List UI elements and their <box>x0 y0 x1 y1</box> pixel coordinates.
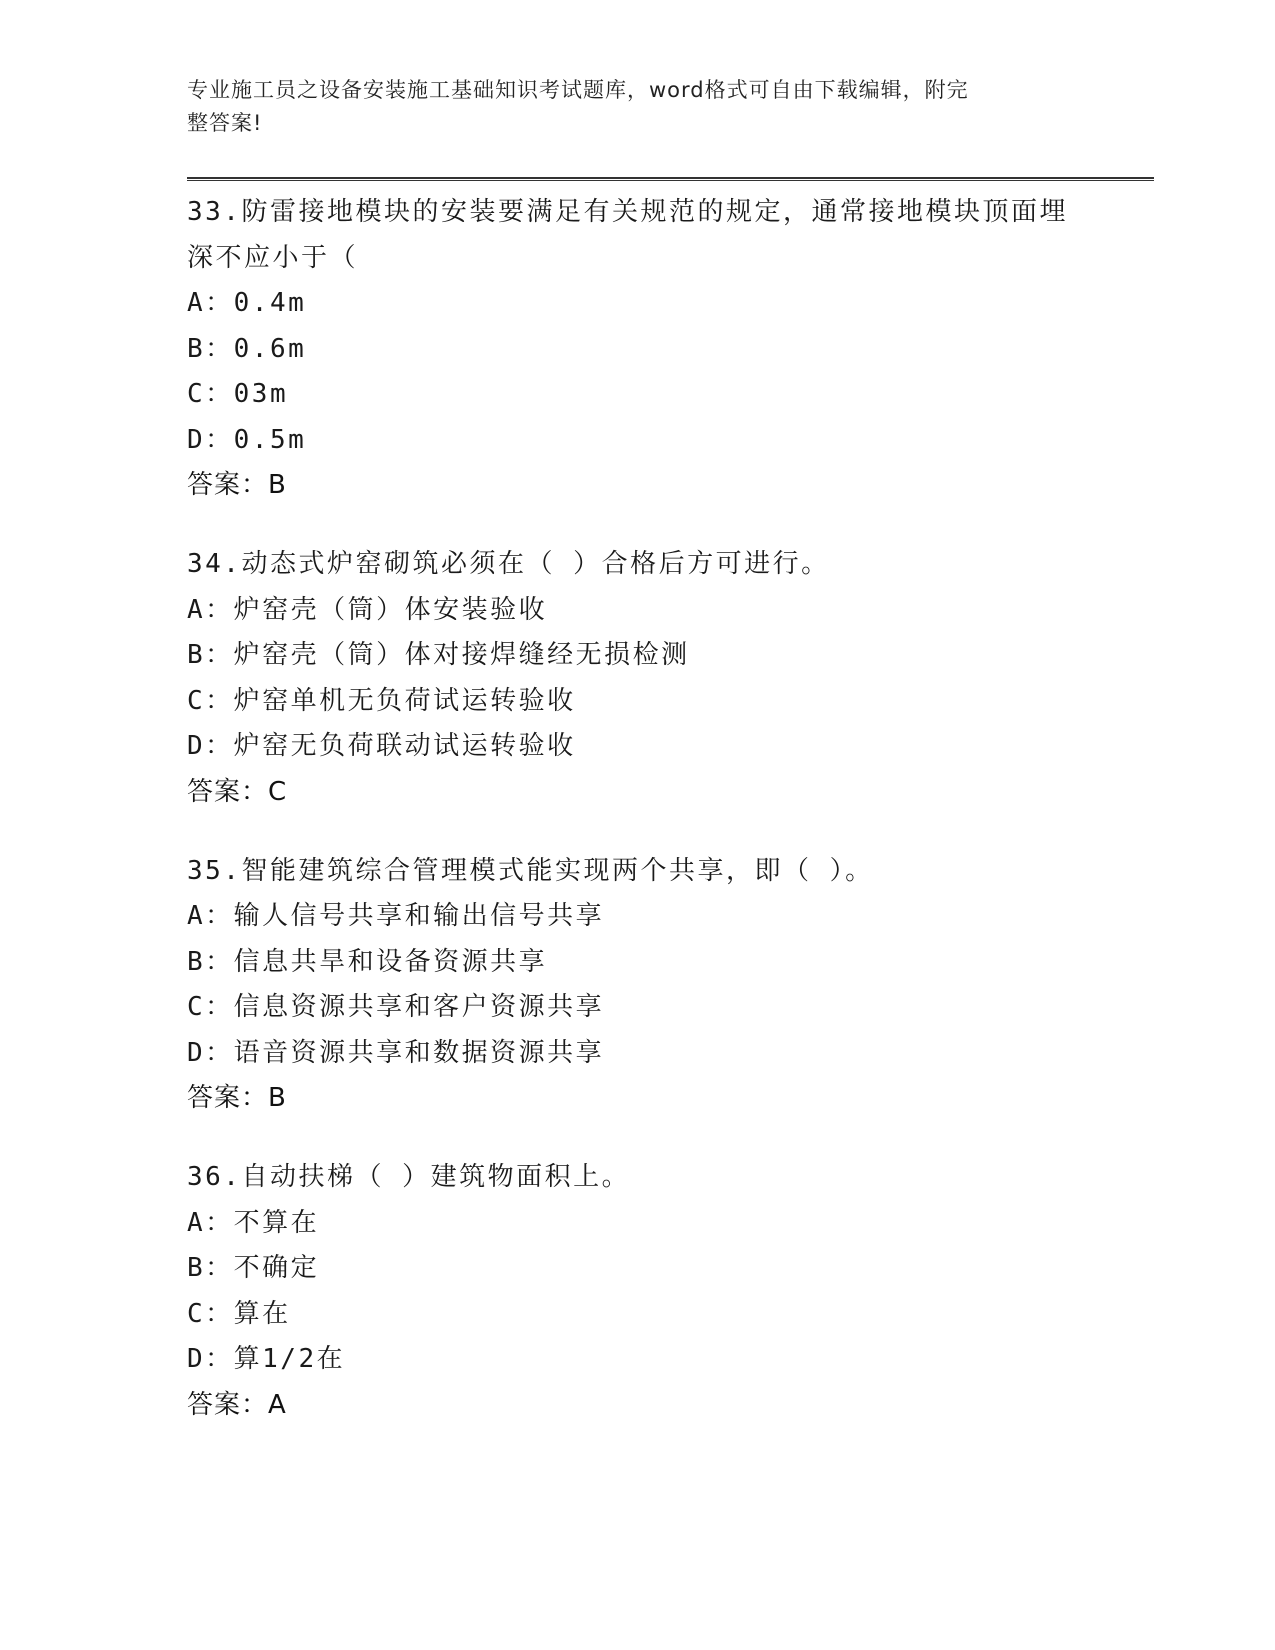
question-stem-line-1: 33.防雷接地模块的安装要满足有关规范的规定，通常接地模块顶面埋 <box>187 197 1068 227</box>
question-list <box>187 190 1117 1462</box>
option-c: C：算在 <box>187 1298 291 1329</box>
question-34 <box>187 542 1117 815</box>
question-stem-line-1: 34.动态式炉窑砌筑必须在（ ）合格后方可进行。 <box>187 549 830 579</box>
question-35 <box>187 849 1117 1122</box>
option-c: C：信息资源共享和客户资源共享 <box>187 992 605 1022</box>
option-a: A：输人信号共享和输出信号共享 <box>187 901 605 931</box>
option-b: B：0.6m <box>187 333 307 364</box>
question-33 <box>187 190 1117 508</box>
question-stem-line-2: 深不应小于（ <box>187 242 359 273</box>
option-b: B：不确定 <box>187 1253 320 1283</box>
answer-label: 答案：B <box>187 1083 287 1113</box>
question-stem-line-1: 36.自动扶梯（ ）建筑物面积上。 <box>187 1162 631 1192</box>
option-d: D：算1/2在 <box>187 1344 346 1374</box>
answer-label: 答案：A <box>187 1389 287 1420</box>
option-a: A：0.4m <box>187 288 307 318</box>
answer-label: 答案：B <box>187 470 287 500</box>
document-header <box>187 74 1067 140</box>
option-c: C：炉窑单机无负荷试运转验收 <box>187 685 576 716</box>
option-a: A：不算在 <box>187 1207 320 1238</box>
option-b: B：信息共旱和设备资源共享 <box>187 946 548 977</box>
header-title-line-1: 专业施工员之设备安装施工基础知识考试题库，word格式可自由下载编辑，附完 <box>187 78 969 102</box>
answer-label: 答案：C <box>187 776 288 807</box>
header-divider <box>187 177 1154 181</box>
option-b: B：炉窑壳（筒）体对接焊缝经无损检测 <box>187 640 690 670</box>
question-36 <box>187 1155 1117 1428</box>
header-title-line-2: 整答案! <box>187 111 263 135</box>
option-d: D：语音资源共享和数据资源共享 <box>187 1037 605 1068</box>
option-a: A：炉窑壳（筒）体安装验收 <box>187 594 548 625</box>
option-c: C：03m <box>187 379 289 409</box>
option-d: D：0.5m <box>187 424 307 455</box>
option-d: D：炉窑无负荷联动试运转验收 <box>187 731 576 761</box>
question-stem-line-1: 35.智能建筑综合管理模式能实现两个共享，即（ ）。 <box>187 855 874 886</box>
